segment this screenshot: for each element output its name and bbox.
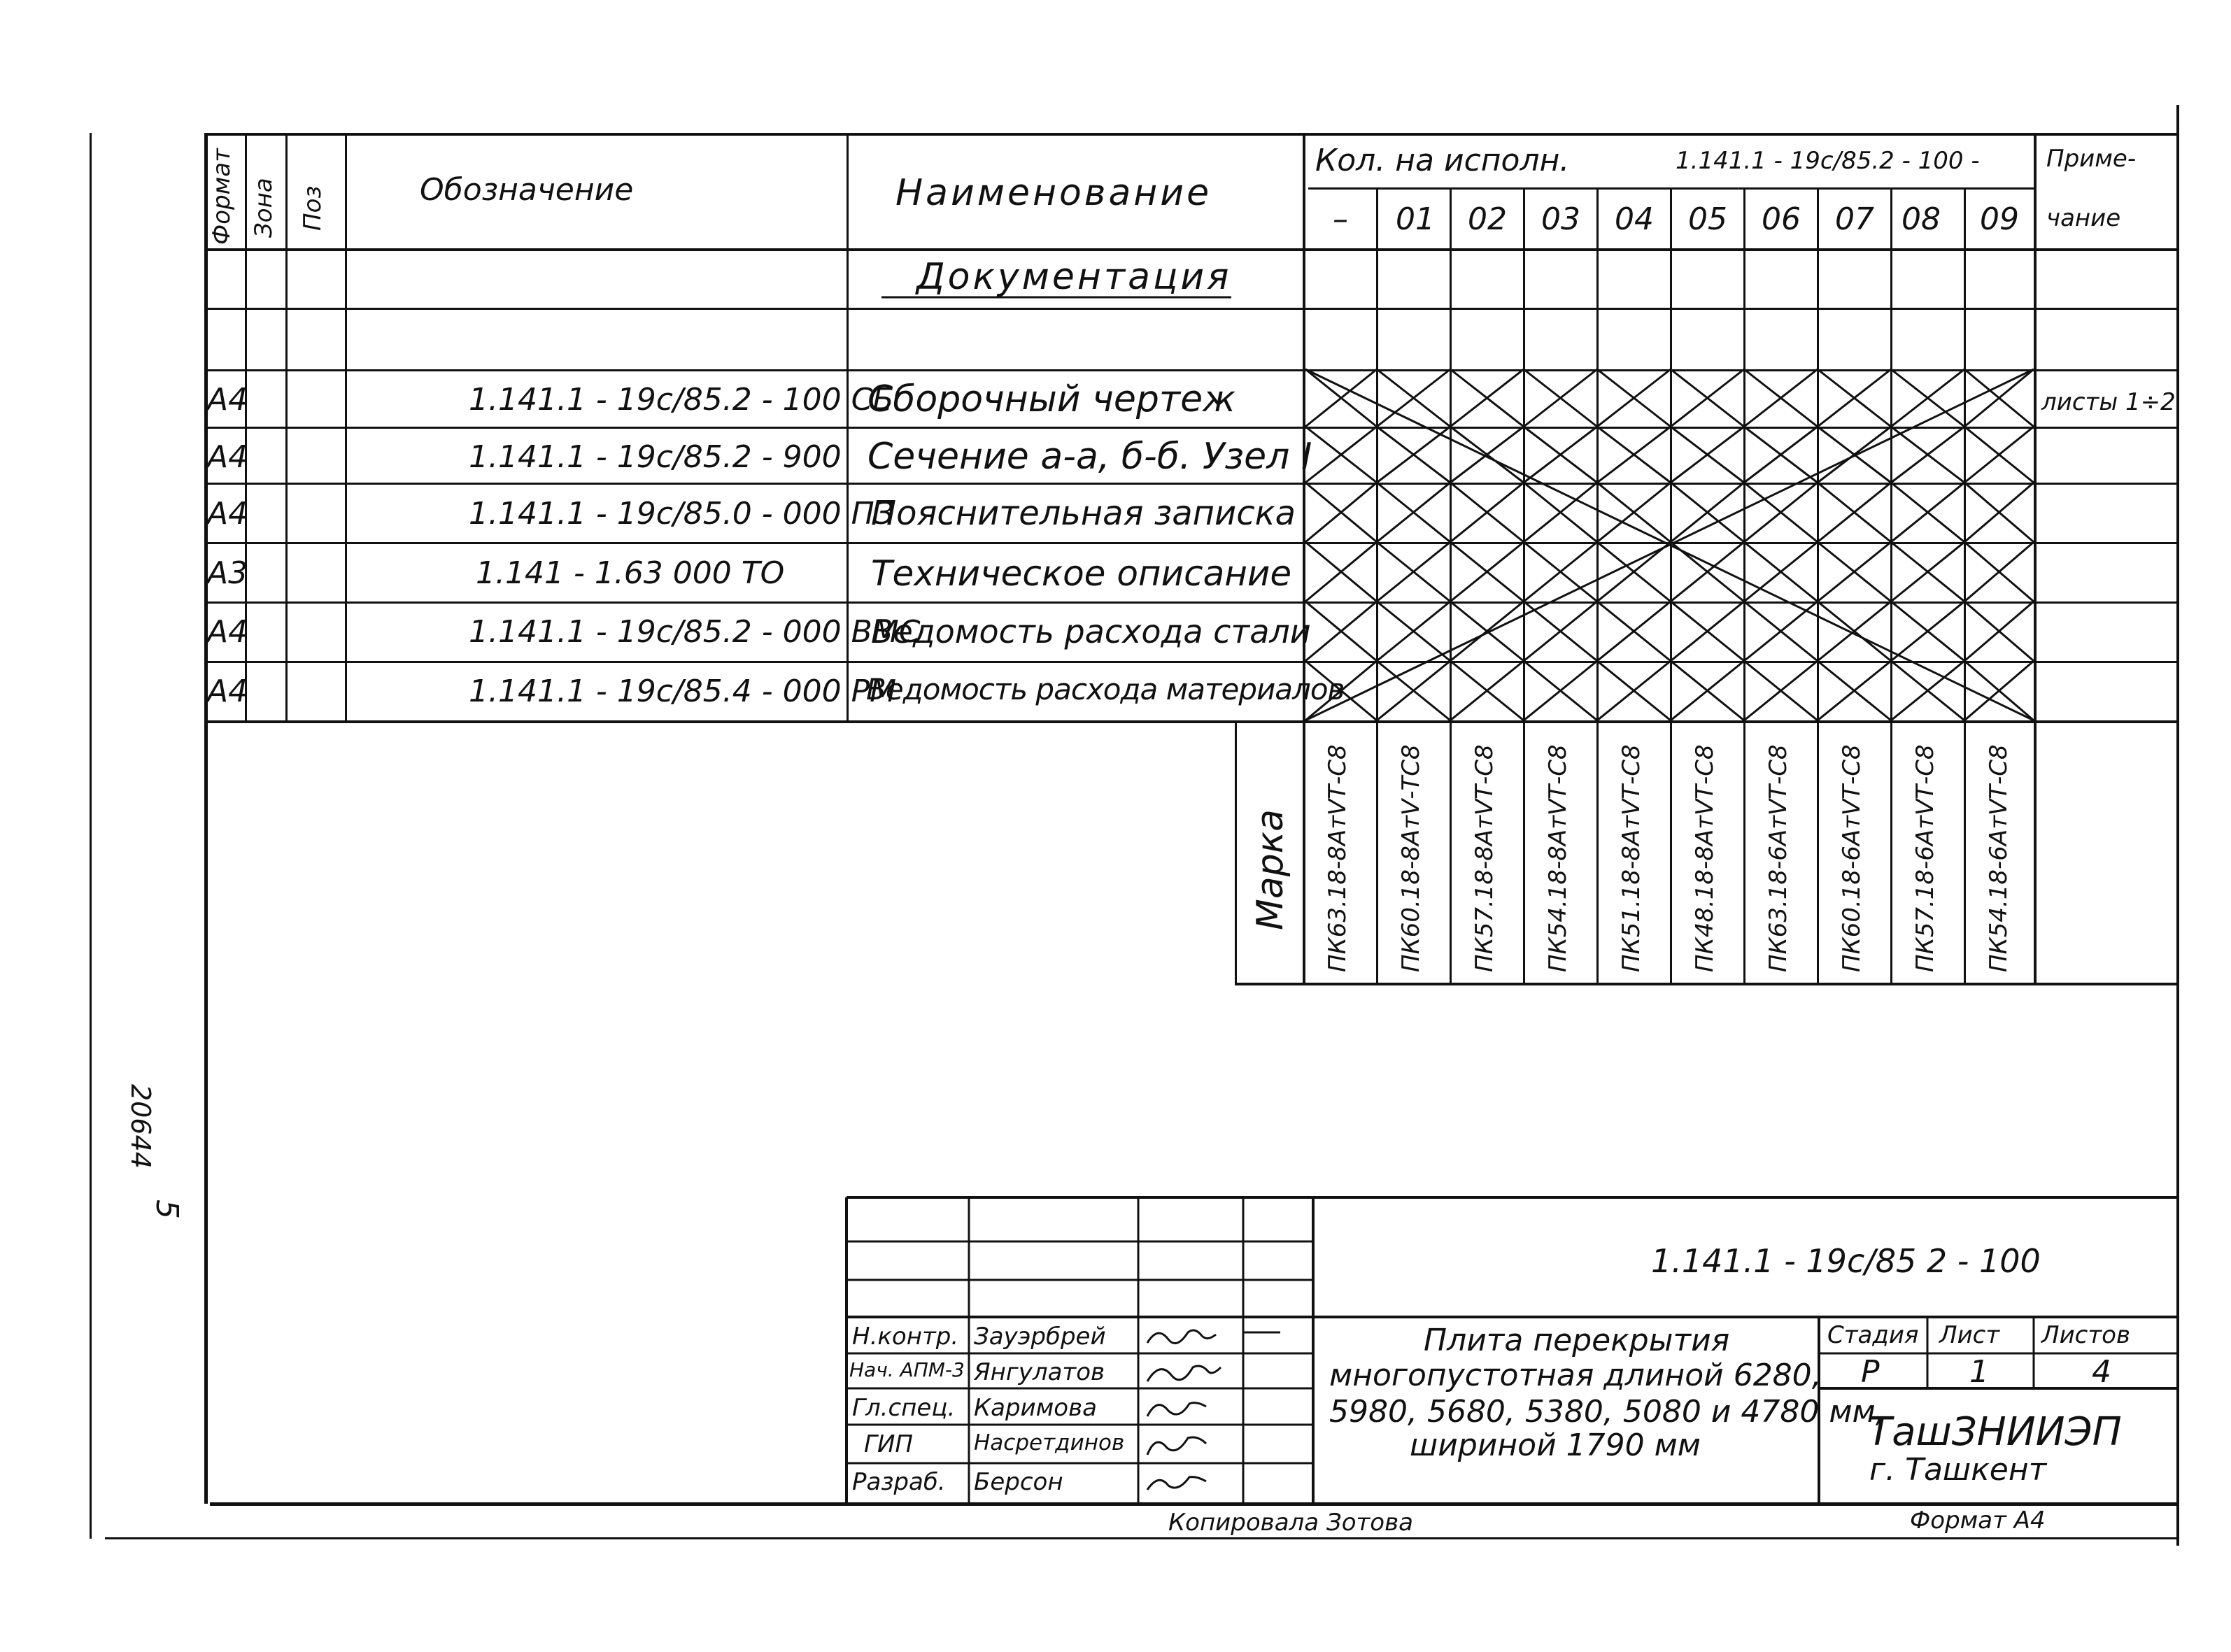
- row-name: Техническое описание: [871, 553, 1292, 594]
- signature-2: [1147, 1366, 1221, 1381]
- title-line: Плита перекрытия: [1424, 1323, 1730, 1358]
- row-name: Сборочный чертеж: [867, 378, 1235, 420]
- variant-label: 04: [1615, 201, 1654, 237]
- title-line: шириной 1790 мм: [1410, 1427, 1701, 1463]
- title-line: 5980, 5680, 5380, 5080 и 4780 мм,: [1329, 1394, 1885, 1430]
- section-title: Документация: [916, 256, 1232, 298]
- row-name: Сечение а-а, б-б. Узел I: [867, 436, 1312, 478]
- signature-3: [1147, 1403, 1206, 1416]
- variant-label: 01: [1396, 201, 1435, 237]
- header-note-2: чание: [2046, 204, 2121, 232]
- variant-label: 07: [1835, 201, 1874, 237]
- role-label: Разраб.: [852, 1468, 946, 1496]
- row-designation: 1.141.1 - 19с/85.2 - 900: [469, 439, 842, 475]
- row-name: Ведомость расхода материалов: [866, 672, 1345, 706]
- row-format: А3: [207, 555, 248, 591]
- stage-label: Стадия: [1827, 1321, 1919, 1349]
- row-note: листы 1÷2: [2041, 388, 2176, 416]
- header-zone: Зона: [250, 178, 278, 238]
- marka-label: Марка: [1249, 809, 1291, 930]
- person-name: Берсон: [974, 1468, 1063, 1496]
- mark-code: ПК60.18-8АтⅤ-ТС8: [1397, 744, 1425, 972]
- row-designation: 1.141.1 - 19с/85.2 - 000 ВМС: [469, 614, 921, 650]
- row-format: А4: [207, 674, 248, 709]
- person-name: Насретдинов: [974, 1430, 1125, 1455]
- header-pos: Поз: [299, 185, 327, 231]
- variant-label: 02: [1468, 201, 1507, 237]
- person-name: Каримова: [974, 1394, 1097, 1422]
- mark-code: ПК51.18-8АтⅤТ-С8: [1617, 744, 1645, 972]
- mark-code: ПК63.18-8АтⅤТ-С8: [1324, 744, 1352, 972]
- signature-1: [1147, 1330, 1216, 1344]
- sheet-value: 1: [1969, 1354, 1989, 1390]
- row-format: А4: [207, 496, 248, 532]
- row-name: Пояснительная записка: [871, 494, 1296, 533]
- mark-code: ПК54.18-6АтⅤТ-С8: [1985, 744, 2013, 972]
- row-format: А4: [207, 439, 248, 475]
- row-format: А4: [207, 382, 248, 418]
- header-qty-label: Кол. на исполн.: [1315, 143, 1570, 178]
- sheet-format: Формат А4: [1910, 1507, 2046, 1534]
- variant-label: 09: [1980, 201, 2019, 237]
- row-designation: 1.141.1 - 19с/85.2 - 100 СБ: [469, 382, 894, 418]
- role-label: Н.контр.: [852, 1323, 959, 1351]
- copied-by: Копировала Зотова: [1168, 1509, 1413, 1537]
- side-number: 5: [149, 1199, 185, 1219]
- row-name: Ведомость расхода стали: [871, 613, 1311, 650]
- header-designation: Обозначение: [420, 172, 634, 208]
- header-format: Формат: [208, 148, 236, 245]
- sheets-label: Листов: [2041, 1321, 2131, 1349]
- row-format: А4: [207, 614, 248, 650]
- variant-label: –: [1333, 201, 1348, 237]
- doc-code: 1.141.1 - 19с/85 2 - 100: [1651, 1242, 2041, 1280]
- header-name: Наименование: [895, 172, 1212, 214]
- row-designation: 1.141.1 - 19с/85.0 - 000 ПЗ: [469, 496, 894, 532]
- mark-code: ПК57.18-6АтⅤТ-С8: [1911, 744, 1939, 972]
- side-number: 20644: [125, 1084, 156, 1169]
- city: г. Ташкент: [1869, 1452, 2047, 1488]
- sheet-label: Лист: [1939, 1321, 2000, 1349]
- organization: ТашЗНИИЭП: [1868, 1409, 2122, 1455]
- mark-code: ПК48.18-8АтⅤТ-С8: [1691, 744, 1719, 972]
- stage-value: Р: [1861, 1354, 1880, 1390]
- header-qty-code: 1.141.1 - 19с/85.2 - 100 -: [1676, 147, 1980, 175]
- variant-label: 06: [1762, 201, 1801, 237]
- mark-code: ПК57.18-8АтⅤТ-С8: [1471, 744, 1499, 972]
- sheets-value: 4: [2092, 1354, 2111, 1390]
- role-label: Нач. АПМ-3: [849, 1358, 965, 1381]
- signature-4: [1147, 1437, 1206, 1455]
- person-name: Зауэрбрей: [974, 1323, 1106, 1351]
- variant-label: 08: [1901, 201, 1941, 237]
- mark-code: ПК63.18-6АтⅤТ-С8: [1764, 744, 1792, 972]
- header-note-1: Приме-: [2046, 145, 2137, 173]
- title-line: многопустотная длиной 6280,: [1329, 1358, 1822, 1393]
- row-designation: 1.141.1 - 19с/85.4 - 000 РМ: [469, 674, 897, 709]
- variant-label: 03: [1541, 201, 1580, 237]
- signature-5: [1147, 1477, 1206, 1490]
- role-label: Гл.спец.: [852, 1394, 956, 1422]
- mark-code: ПК54.18-8АтⅤТ-С8: [1544, 744, 1572, 972]
- role-label: ГИП: [864, 1430, 913, 1458]
- person-name: Янгулатов: [974, 1358, 1105, 1386]
- mark-code: ПК60.18-6АтⅤТ-С8: [1838, 744, 1866, 972]
- row-designation: 1.141 - 1.63 000 ТО: [476, 555, 785, 591]
- variant-label: 05: [1688, 201, 1727, 237]
